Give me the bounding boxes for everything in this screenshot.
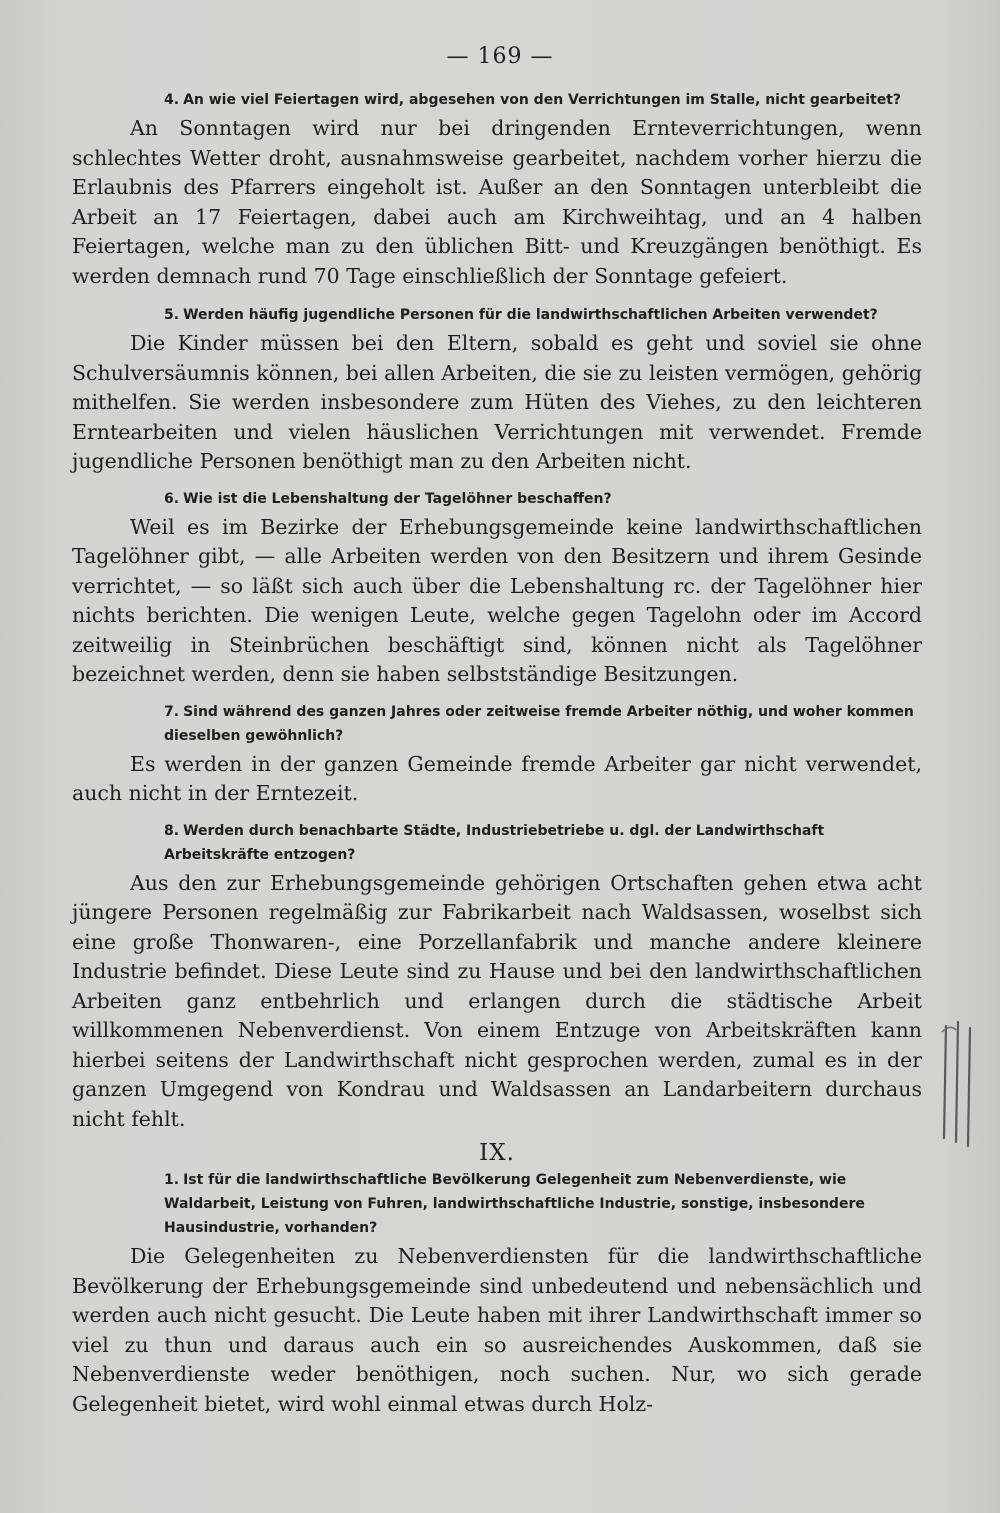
question-number: 6. [164,490,180,507]
question-number: 5. [164,307,180,323]
answer-7: Es werden in der ganzen Gemeinde fremde Arbeiter gar nicht verwendet, auch nicht in der Erntezeit. [72,751,922,805]
question-text: Ist für die landwirthschaftliche Bevölkerung Gelegenheit zum Nebenverdienste, wie Waldarbeit, Leistung von Fuhren, landwirthschaftliche Industrie, sonstige, insbesondere Hausindustrie, vorhanden? [164,1172,865,1236]
question-number: 4. [164,92,180,108]
page-number: — 169 — [446,44,554,69]
question-7 [72,700,922,748]
question-text: Werden durch benachbarte Städte, Industriebetriebe u. dgl. der Landwirthschaft Arbeitskräfte entzogen? [164,822,825,863]
question-4 [72,88,922,112]
question-text: An wie viel Feiertagen wird, abgesehen von den Verrichtungen im Stalle, nicht gearbeitet? [183,92,901,108]
section-heading: IX. [479,1140,515,1166]
question-number: 7. [164,703,180,720]
question-text: Wie ist die Lebenshaltung der Tagelöhner beschaffen? [183,490,612,507]
question-number: 1. [164,1172,180,1188]
answer-4: An Sonntagen wird nur bei dringenden Ernteverrichtungen, wenn schlechtes Wetter droht, ausnahmsweise gearbeitet, nachdem vorher hierzu die Erlaubnis des Pfarrers eingeholt ist. Außer an den Sonntagen unterbleibt die Arbeit an 17 Feiertagen, dabei auch am Kirchweihtag, und an 4 halben Feiertagen, welche man zu den üblichen Bitt- und Kreuzgängen benöthigt. Es werden demnach rund 70 Tage einschließlich der Sonntage gefeiert. [72,116,922,288]
answer-6: Weil es im Bezirke der Erhebungsgemeinde keine landwirthschaftlichen Tagelöhner gibt, — alle Arbeiten werden von den Besitzern und ihrem Gesinde verrichtet, — so läßt sich auch über die Lebenshaltung rc. der Tagelöhner hier nichts berichten. Die wenigen Leute, welche gegen Tagelohn oder im Accord zeitweilig in Steinbrüchen beschäftigt sind, können nicht als Tagelöhner bezeichnet werden, denn sie haben selbstständige Besitzungen. [72,514,922,686]
answer-ix-1: Die Gelegenheiten zu Nebenverdiensten für die landwirthschaftliche Bevölkerung der Erhebungsgemeinde sind unbedeutend und nebensächlich und werden auch nicht gesucht. Die Leute haben mit ihrer Landwirthschaft immer so viel zu thun und daraus auch ein so ausreichendes Auskommen, daß sie Nebenverdienste weder benöthigen, noch suchen. Nur, wo sich gerade Gelegenheit bietet, wird wohl einmal etwas durch Holz- [72,1244,922,1416]
question-number: 8. [164,822,180,839]
question-6 [72,487,922,511]
answer-5: Die Kinder müssen bei den Eltern, sobald es geht und soviel sie ohne Schulversäumnis können, bei allen Arbeiten, die sie zu leisten vermögen, gehörig mithelfen. Sie werden insbesondere zum Hüten des Viehes, zu den leichteren Erntearbeiten und vielen häuslichen Verrichtungen mit verwendet. Fremde jugendliche Personen benöthigt man zu den Arbeiten nicht. [72,331,922,473]
question-text: Sind während des ganzen Jahres oder zeitweise fremde Arbeiter nöthig, und woher kommen dieselben gewöhnlich? [164,703,914,744]
pencil-margin-mark [940,1018,980,1148]
question-text: Werden häufig jugendliche Personen für die landwirthschaftlichen Arbeiten verwendet? [183,307,878,323]
page-content [72,88,922,1419]
question-5 [72,303,922,327]
question-8 [72,819,922,867]
question-ix-1 [72,1168,922,1240]
answer-8: Aus den zur Erhebungsgemeinde gehörigen Ortschaften gehen etwa acht jüngere Personen regelmäßig zur Fabrikarbeit nach Waldsassen, woselbst sich eine große Thonwaren-, eine Porzellanfabrik und manche andere kleinere Industrie befindet. Diese Leute sind zu Hause und bei den landwirthschaftlichen Arbeiten ganz entbehrlich und erlangen durch die städtische Arbeit willkommenen Nebenverdienst. Von einem Entzuge von Arbeitskräften kann hierbei seitens der Landwirthschaft nicht gesprochen werden, zumal es in der ganzen Umgegend von Kondrau und Waldsassen an Landarbeitern durchaus nicht fehlt. [72,870,922,1131]
